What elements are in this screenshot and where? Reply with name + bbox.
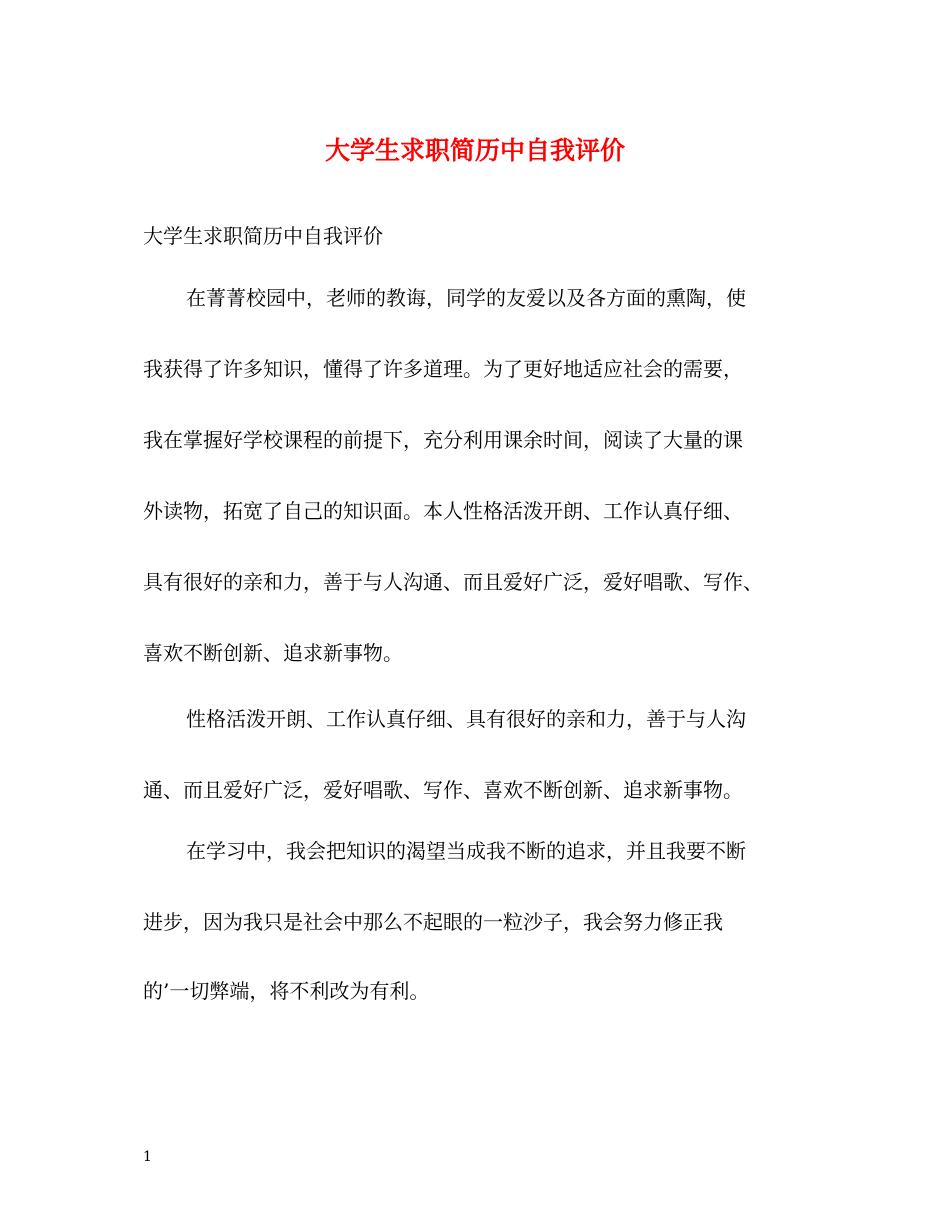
document-subtitle: 大学生求职简历中自我评价: [143, 224, 383, 248]
paragraph-3-line-3: 的’一切弊端，将不利改为有利。: [143, 979, 430, 1003]
paragraph-1-line-2: 我获得了许多知识，懂得了许多道理。为了更好地适应社会的需要，: [143, 357, 743, 381]
paragraph-1-line-5: 具有很好的亲和力，善于与人沟通、而且爱好广泛，爱好唱歌、写作、: [143, 570, 763, 594]
paragraph-2-line-2: 通、而且爱好广泛，爱好唱歌、写作、喜欢不断创新、追求新事物。: [143, 778, 743, 802]
paragraph-1-line-3: 我在掌握好学校课程的前提下，充分利用课余时间，阅读了大量的课: [143, 428, 743, 452]
paragraph-1-line-6: 喜欢不断创新、追求新事物。: [143, 641, 403, 665]
paragraph-3-line-1: 在学习中，我会把知识的渴望当成我不断的追求，并且我要不断: [186, 839, 746, 863]
page-number: 1: [143, 1149, 152, 1165]
paragraph-3-line-2: 进步，因为我只是社会中那么不起眼的一粒沙子，我会努力修正我: [143, 910, 723, 934]
page-title: 大学生求职简历中自我评价: [324, 136, 625, 165]
paragraph-1-line-4: 外读物，拓宽了自己的知识面。本人性格活泼开朗、工作认真仔细、: [143, 499, 743, 523]
paragraph-1-line-1: 在菁菁校园中，老师的教诲，同学的友爱以及各方面的熏陶，使: [186, 286, 746, 310]
paragraph-2-line-1: 性格活泼开朗、工作认真仔细、具有很好的亲和力，善于与人沟: [186, 707, 746, 731]
